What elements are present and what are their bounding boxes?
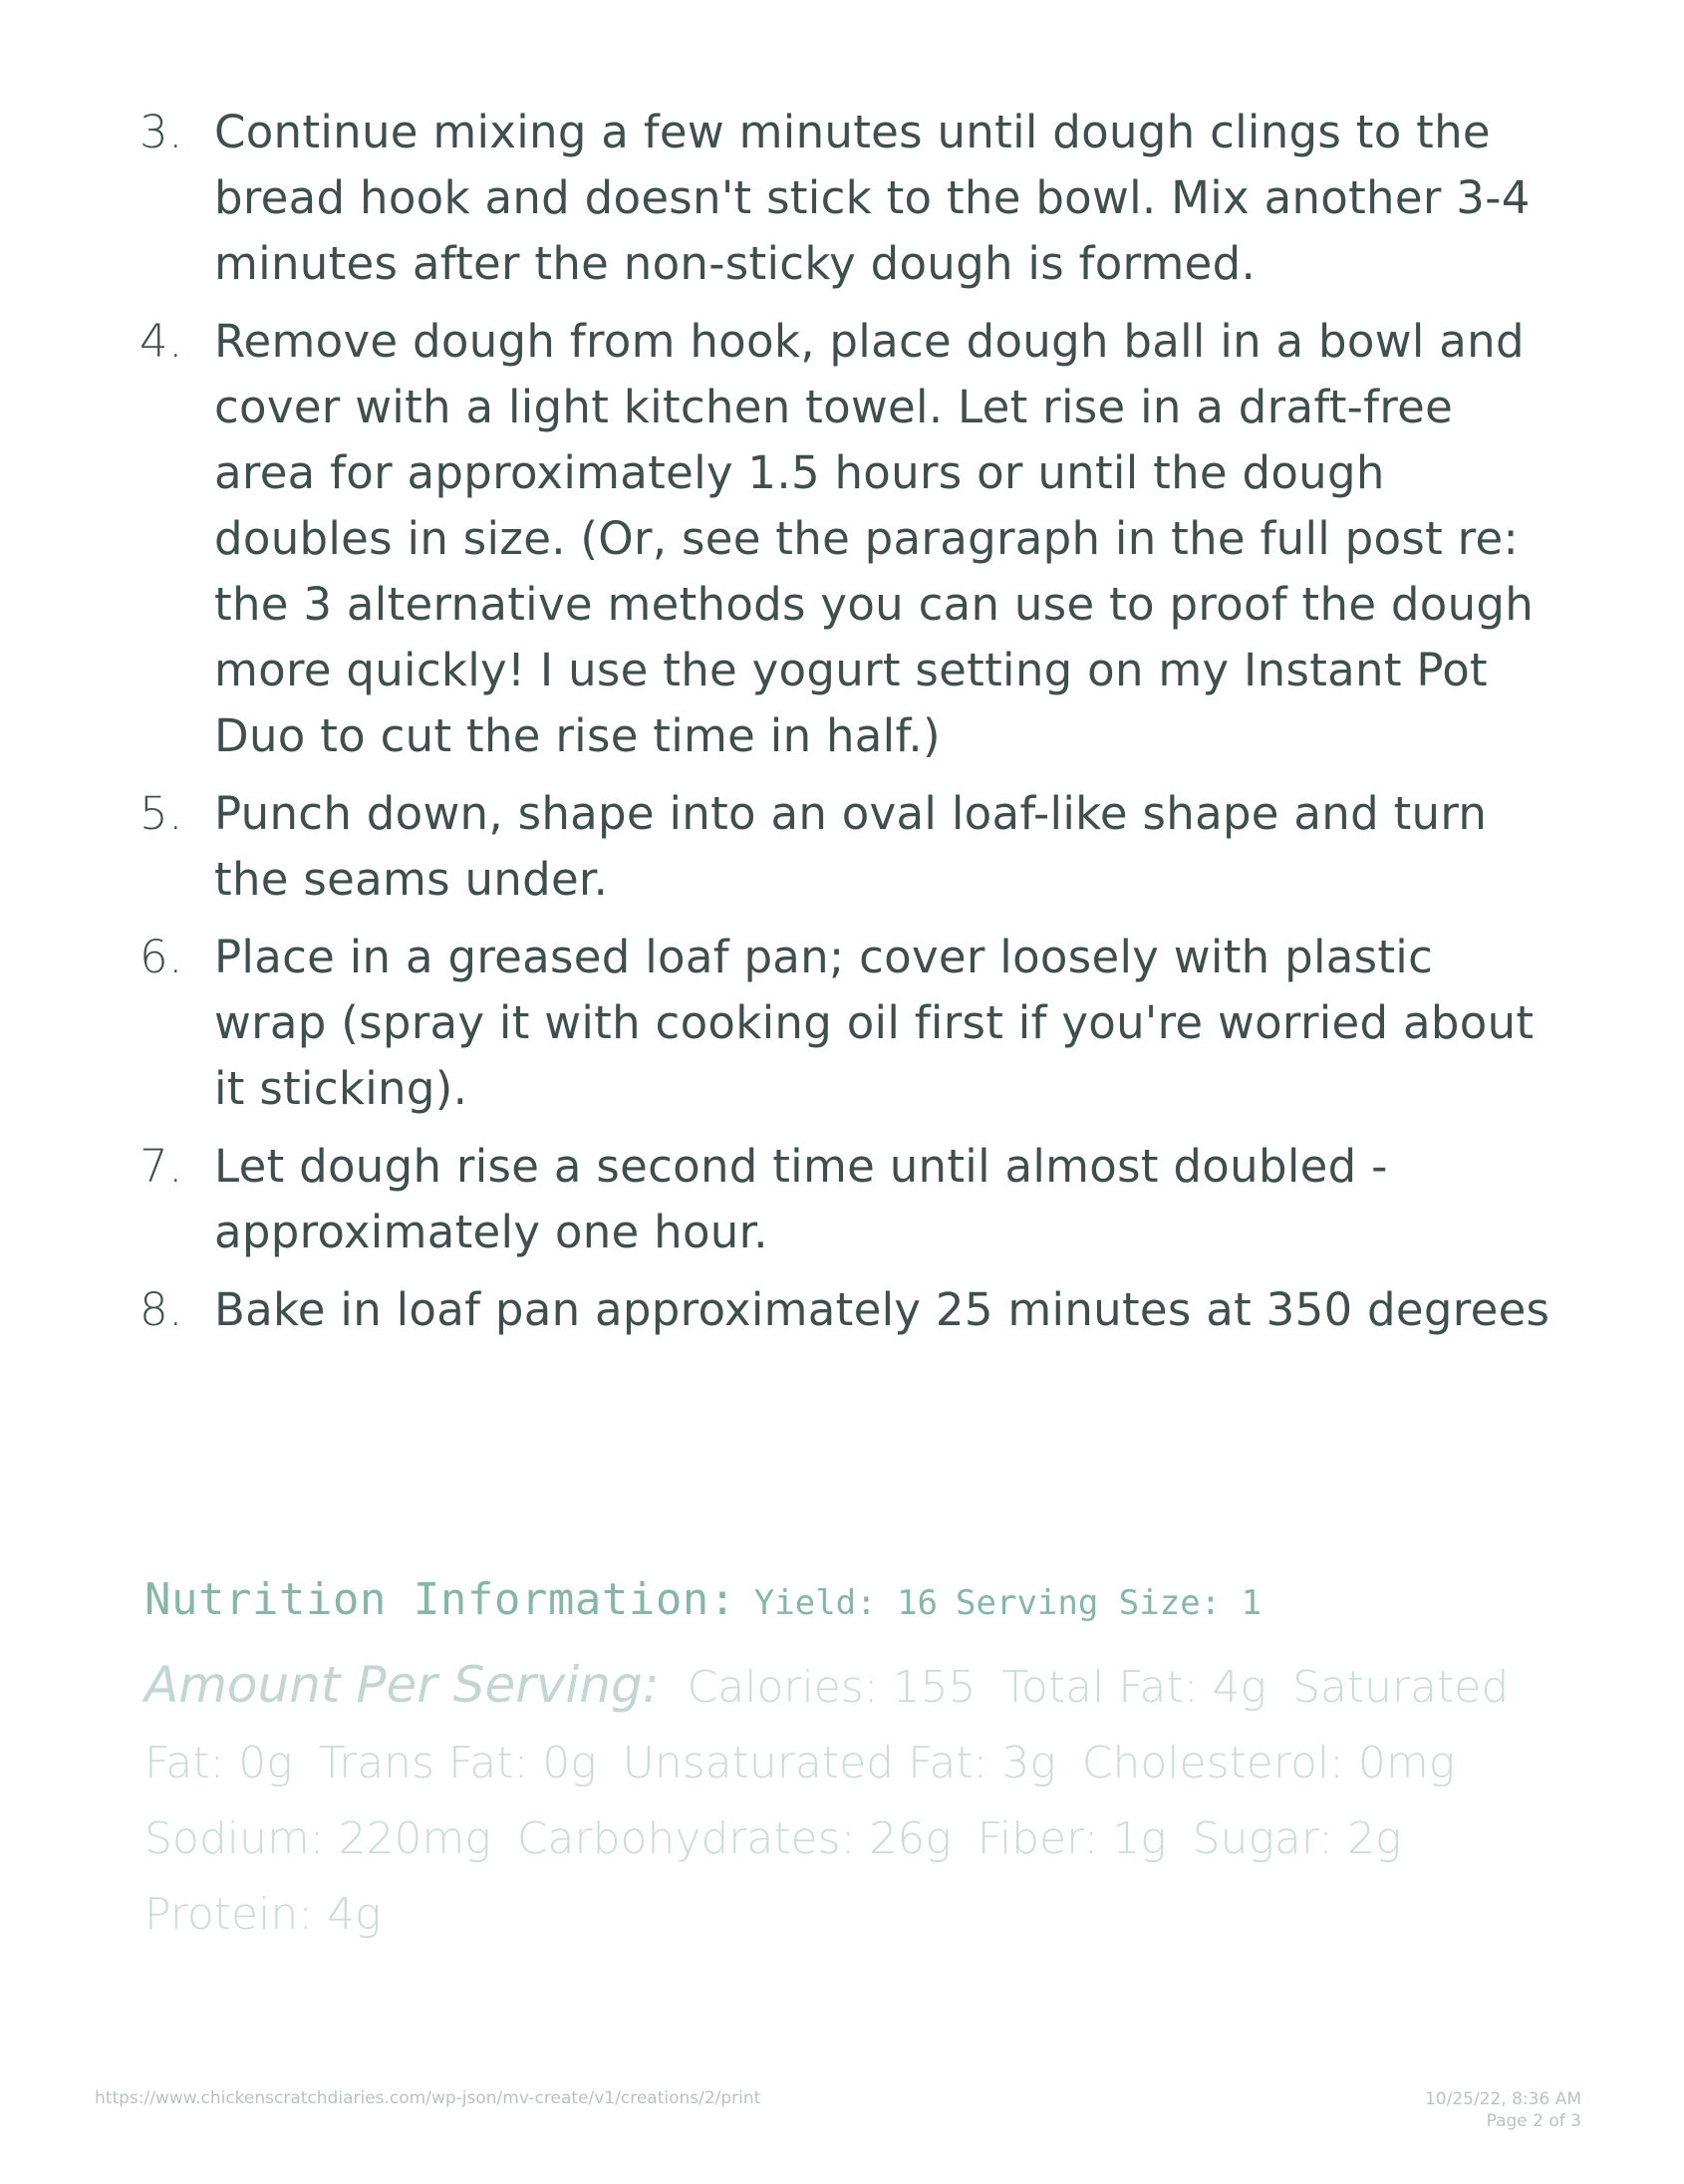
- instruction-step: [140, 1134, 1554, 1265]
- step-number: 7.: [140, 1140, 183, 1193]
- step-text: Place in a greased loaf pan; cover loosely with plastic wrap (spray it with cooking oil first if you're worried about it sticking).: [214, 931, 1535, 1115]
- nutrition-fact-unsaturated-fat: Unsaturated Fat: 3g: [622, 1738, 1056, 1788]
- nutrition-title: Nutrition Information:: [144, 1574, 736, 1625]
- footer-info: [1425, 2088, 1581, 2132]
- nutrition-fact-cholesterol: Cholesterol: 0mg: [1081, 1738, 1456, 1788]
- instruction-step: [140, 1277, 1554, 1343]
- nutrition-facts: [144, 1647, 1540, 1953]
- instruction-step: [140, 100, 1554, 297]
- step-text: Remove dough from hook, place dough ball in a bowl and cover with a light kitchen towel. Let rise in a draft-free area for approximately 1.5 hours or until the dough doubles in size. (Or, see the paragraph in the full post re: the 3 alternative methods you can use to proof the dough more quickly! I use the yogurt setting on my Instant Pot Duo to cut the rise time in half.): [214, 315, 1535, 762]
- nutrition-fact-total-fat: Total Fat: 4g: [1001, 1662, 1266, 1713]
- step-number: 6.: [140, 931, 183, 983]
- nutrition-fact-calories: Calories: 155: [687, 1662, 977, 1713]
- amount-per-serving-label: Amount Per Serving:: [144, 1656, 660, 1714]
- nutrition-fact-trans-fat: Trans Fat: 0g: [318, 1738, 597, 1788]
- instructions-list: [140, 100, 1554, 1355]
- nutrition-fact-carbohydrates: Carbohydrates: 26g: [516, 1813, 952, 1864]
- footer-datetime: 10/25/22, 8:36 AM: [1424, 2089, 1581, 2109]
- nutrition-fact-protein: Protein: 4g: [144, 1889, 382, 1940]
- step-number: 3.: [140, 106, 183, 158]
- instruction-step: [140, 925, 1554, 1122]
- instruction-step: [140, 781, 1554, 913]
- step-number: 8.: [140, 1283, 183, 1336]
- nutrition-fact-sodium: Sodium: 220mg: [144, 1813, 491, 1864]
- step-text: Continue mixing a few minutes until dough clings to the bread hook and doesn't stick to the bowl. Mix another 3-4 minutes after the non-sticky dough is formed.: [214, 106, 1531, 290]
- nutrition-serving-size: Serving Size: 1: [956, 1583, 1263, 1623]
- nutrition-yield: Yield: 16: [753, 1583, 939, 1623]
- nutrition-fact-fiber: Fiber: 1g: [977, 1813, 1167, 1864]
- nutrition-fact-sugar: Sugar: 2g: [1192, 1813, 1402, 1864]
- step-text: Let dough rise a second time until almost doubled - approximately one hour.: [214, 1140, 1388, 1258]
- nutrition-header: [144, 1574, 1540, 1625]
- step-text: Punch down, shape into an oval loaf-like shape and turn the seams under.: [214, 787, 1488, 906]
- step-text: Bake in loaf pan approximately 25 minutes at 350 degrees: [214, 1283, 1550, 1336]
- footer-page-number: Page 2 of 3: [1486, 2111, 1581, 2131]
- step-number: 4.: [140, 315, 183, 368]
- nutrition-fact-saturated-fat: Saturated Fat: 0g: [144, 1662, 1510, 1788]
- nutrition-section: [144, 1574, 1540, 1953]
- instruction-step: [140, 309, 1554, 769]
- footer-url: https://www.chickenscratchdiaries.com/wp-json/mv-create/v1/creations/2/print: [95, 2088, 761, 2108]
- step-number: 5.: [140, 787, 183, 840]
